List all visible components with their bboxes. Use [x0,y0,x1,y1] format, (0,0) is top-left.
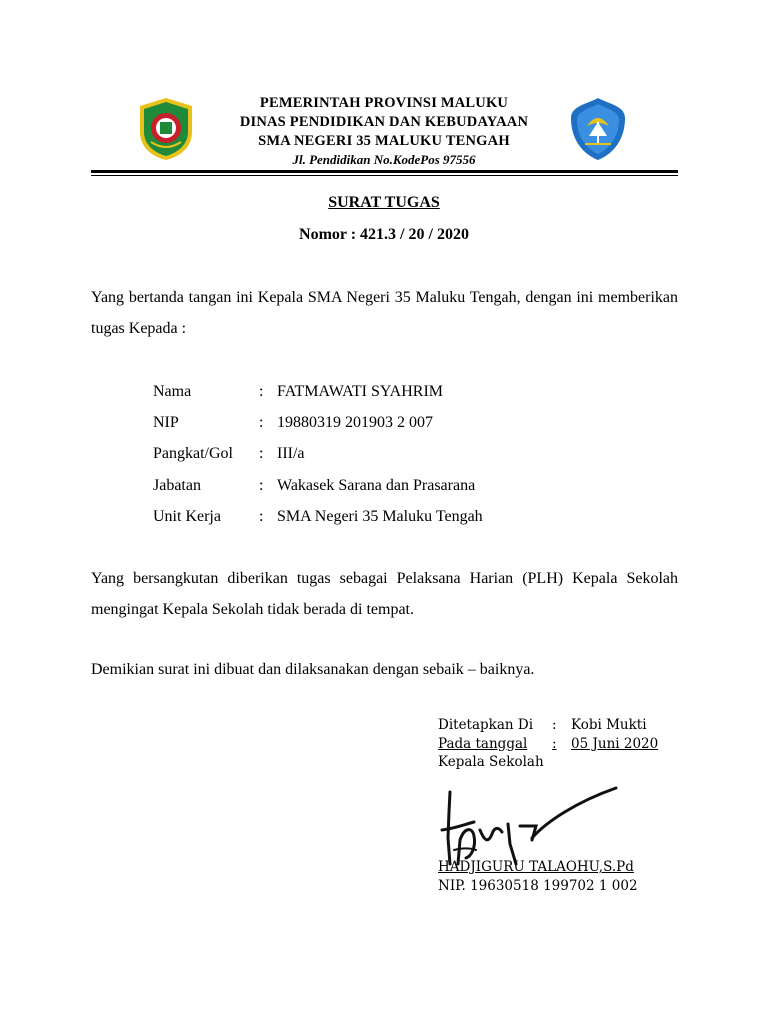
handwritten-signature-icon [436,780,626,870]
detail-row-nip [153,407,483,438]
closing-paragraph: Demikian surat ini dibuat dan dilaksanakan dengan sebaik – baiknya. [91,661,535,678]
letterhead-address: Jl. Pendidikan No.KodePos 97556 [292,152,476,167]
place-label: Ditetapkan Di [438,717,534,734]
detail-label: Jabatan [153,476,201,494]
detail-label: Nama [153,382,192,400]
detail-value: Wakasek Sarana dan Prasarana [277,476,476,494]
letterhead-department: DINAS PENDIDIKAN DAN KEBUDAYAAN [239,114,529,130]
detail-value: III/a [277,445,305,463]
maluku-province-emblem-icon [137,96,195,162]
tut-wuri-handayani-emblem-icon [569,96,627,162]
detail-colon: : [259,413,264,431]
detail-colon: : [259,507,264,525]
intro-paragraph: Yang bertanda tangan ini Kepala SMA Negeri 35 Maluku Tengah, dengan ini memberikan tugas Kepada : [91,289,678,337]
assignment-paragraph: Yang bersangkutan diberikan tugas sebagai Pelaksana Harian (PLH) Kepala Sekolah mengingat Kepala Sekolah tidak berada di tempat. [91,570,678,618]
detail-colon: : [259,476,264,494]
signature-place-row [438,716,678,735]
date-label: Pada tanggal [438,735,528,752]
letterhead-divider-thick [91,170,678,173]
signer-position: Kepala Sekolah [438,754,544,771]
signer-nip: NIP. 19630518 199702 1 002 [438,878,638,894]
document-title [0,194,768,212]
date-value: 05 Juni 2020 [571,735,659,752]
place-colon: : [552,717,557,734]
signer-name: HADJIGURU TALAOHU,S.Pd [438,859,634,875]
letterhead [200,94,568,169]
signature-date-row [438,735,678,754]
detail-label: Pangkat/Gol [153,445,233,463]
detail-row-unit [153,501,483,532]
date-colon: : [552,735,557,752]
signature-block [438,716,678,772]
detail-row-position [153,470,483,501]
document-title-text: SURAT TUGAS [328,194,440,211]
detail-row-name [153,376,483,407]
detail-row-rank [153,439,483,470]
assignee-details [153,376,483,532]
document-number: Nomor : 421.3 / 20 / 2020 [299,226,469,243]
detail-value: SMA Negeri 35 Maluku Tengah [277,507,483,525]
detail-label: Unit Kerja [153,507,221,525]
letterhead-divider-thin [91,175,678,176]
detail-value: FATMAWATI SYAHRIM [277,382,443,400]
detail-colon: : [259,382,264,400]
place-value: Kobi Mukti [571,717,647,734]
detail-colon: : [259,445,264,463]
letterhead-government: PEMERINTAH PROVINSI MALUKU [259,95,509,111]
detail-label: NIP [153,413,179,431]
letterhead-school: SMA NEGERI 35 MALUKU TENGAH [258,133,510,149]
detail-value: 19880319 201903 2 007 [277,413,433,431]
